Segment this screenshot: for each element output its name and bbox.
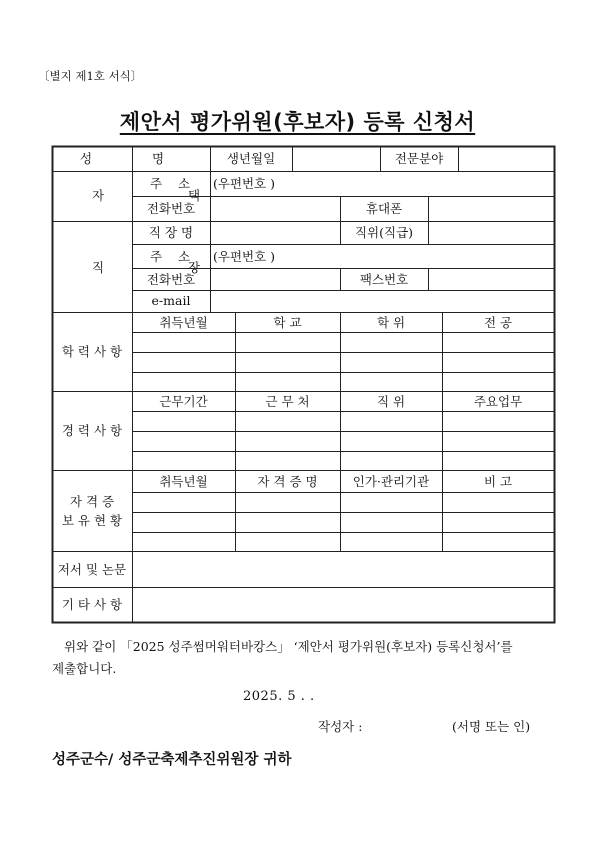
writer-name-input[interactable] — [380, 713, 446, 733]
cert-header-name: 자 격 증 명 — [257, 474, 318, 489]
etc-input[interactable] — [133, 588, 554, 622]
work-phone-label: 전화번호 — [146, 272, 196, 287]
home-address-input[interactable] — [211, 172, 554, 196]
home-label: 자 택 — [92, 188, 241, 203]
position-input[interactable] — [429, 222, 554, 244]
cert-header-authority: 인가·관리기관 — [352, 474, 430, 489]
education-header-major: 전 공 — [483, 315, 513, 330]
position-label: 직위(직급) — [354, 225, 414, 240]
fax-input[interactable] — [429, 269, 554, 290]
birth-date-label: 생년월일 — [226, 151, 276, 166]
email-label: e-mail — [151, 293, 191, 308]
mobile-input[interactable] — [429, 197, 554, 221]
mobile-label: 휴대폰 — [365, 201, 403, 216]
cert-header-date: 취득년월 — [159, 474, 208, 489]
work-address-input[interactable] — [211, 245, 554, 268]
application-date: 2025. 5 . . — [243, 689, 315, 704]
papers-label: 저서 및 논문 — [57, 562, 127, 577]
home-phone-label: 전화번호 — [146, 201, 196, 216]
statement-line-1: 위와 같이 「2025 성주썸머워터바캉스」 ‘제안서 평가위원(후보자) 등록신청서’를 — [64, 639, 513, 654]
form-title-text: 제안서 평가위원(후보자) 등록 신청서 — [119, 110, 476, 134]
birth-date-input[interactable] — [293, 147, 380, 171]
education-header-date: 취득년월 — [159, 315, 208, 330]
education-header-school: 학 교 — [273, 315, 302, 330]
statement-paragraph — [52, 636, 562, 680]
education-entries-area[interactable] — [133, 333, 554, 391]
certification-label-line2: 보 유 현 황 — [61, 513, 123, 528]
certification-entries-area[interactable] — [133, 493, 554, 551]
specialty-input[interactable] — [459, 147, 554, 171]
education-label: 학 력 사 항 — [61, 344, 123, 359]
statement-line-2: 제출합니다. — [52, 661, 117, 676]
home-address-label: 주 소 — [150, 176, 197, 191]
career-label: 경 력 사 항 — [61, 423, 123, 438]
etc-label: 기 타 사 항 — [61, 597, 123, 612]
work-phone-input[interactable] — [211, 269, 340, 290]
career-header-period: 근무기간 — [159, 394, 208, 409]
career-entries-area[interactable] — [133, 412, 554, 470]
education-header-degree: 학 위 — [376, 315, 406, 330]
home-phone-input[interactable] — [211, 197, 340, 221]
career-header-workplace: 근 무 처 — [265, 394, 310, 409]
home-zip-hint: (우편번호 ) — [213, 176, 276, 191]
career-header-position: 직 위 — [376, 394, 406, 409]
name-input[interactable] — [133, 147, 210, 171]
work-zip-hint: (우편번호 ) — [213, 249, 276, 264]
writer-label: 작성자 : — [318, 719, 363, 734]
name-label: 성 명 — [80, 151, 193, 166]
career-header-duties: 주요업무 — [473, 394, 523, 409]
cert-header-remarks: 비 고 — [483, 474, 513, 489]
email-input[interactable] — [211, 291, 554, 312]
fax-label: 팩스번호 — [359, 272, 409, 287]
signature-hint: (서명 또는 인) — [452, 719, 531, 734]
work-address-label: 주 소 — [150, 249, 197, 264]
certification-label-line1: 자 격 증 — [69, 494, 115, 509]
company-name-input[interactable] — [211, 222, 340, 244]
recipient-line: 성주군수/ 성주군축제추진위원장 귀하 — [52, 752, 292, 768]
company-name-label: 직 장 명 — [148, 225, 194, 240]
work-label: 직 장 — [92, 260, 241, 275]
form-number-note: 〔별지 제1호 서식〕 — [38, 69, 143, 83]
papers-input[interactable] — [133, 552, 554, 587]
specialty-label: 전문분야 — [394, 151, 444, 166]
